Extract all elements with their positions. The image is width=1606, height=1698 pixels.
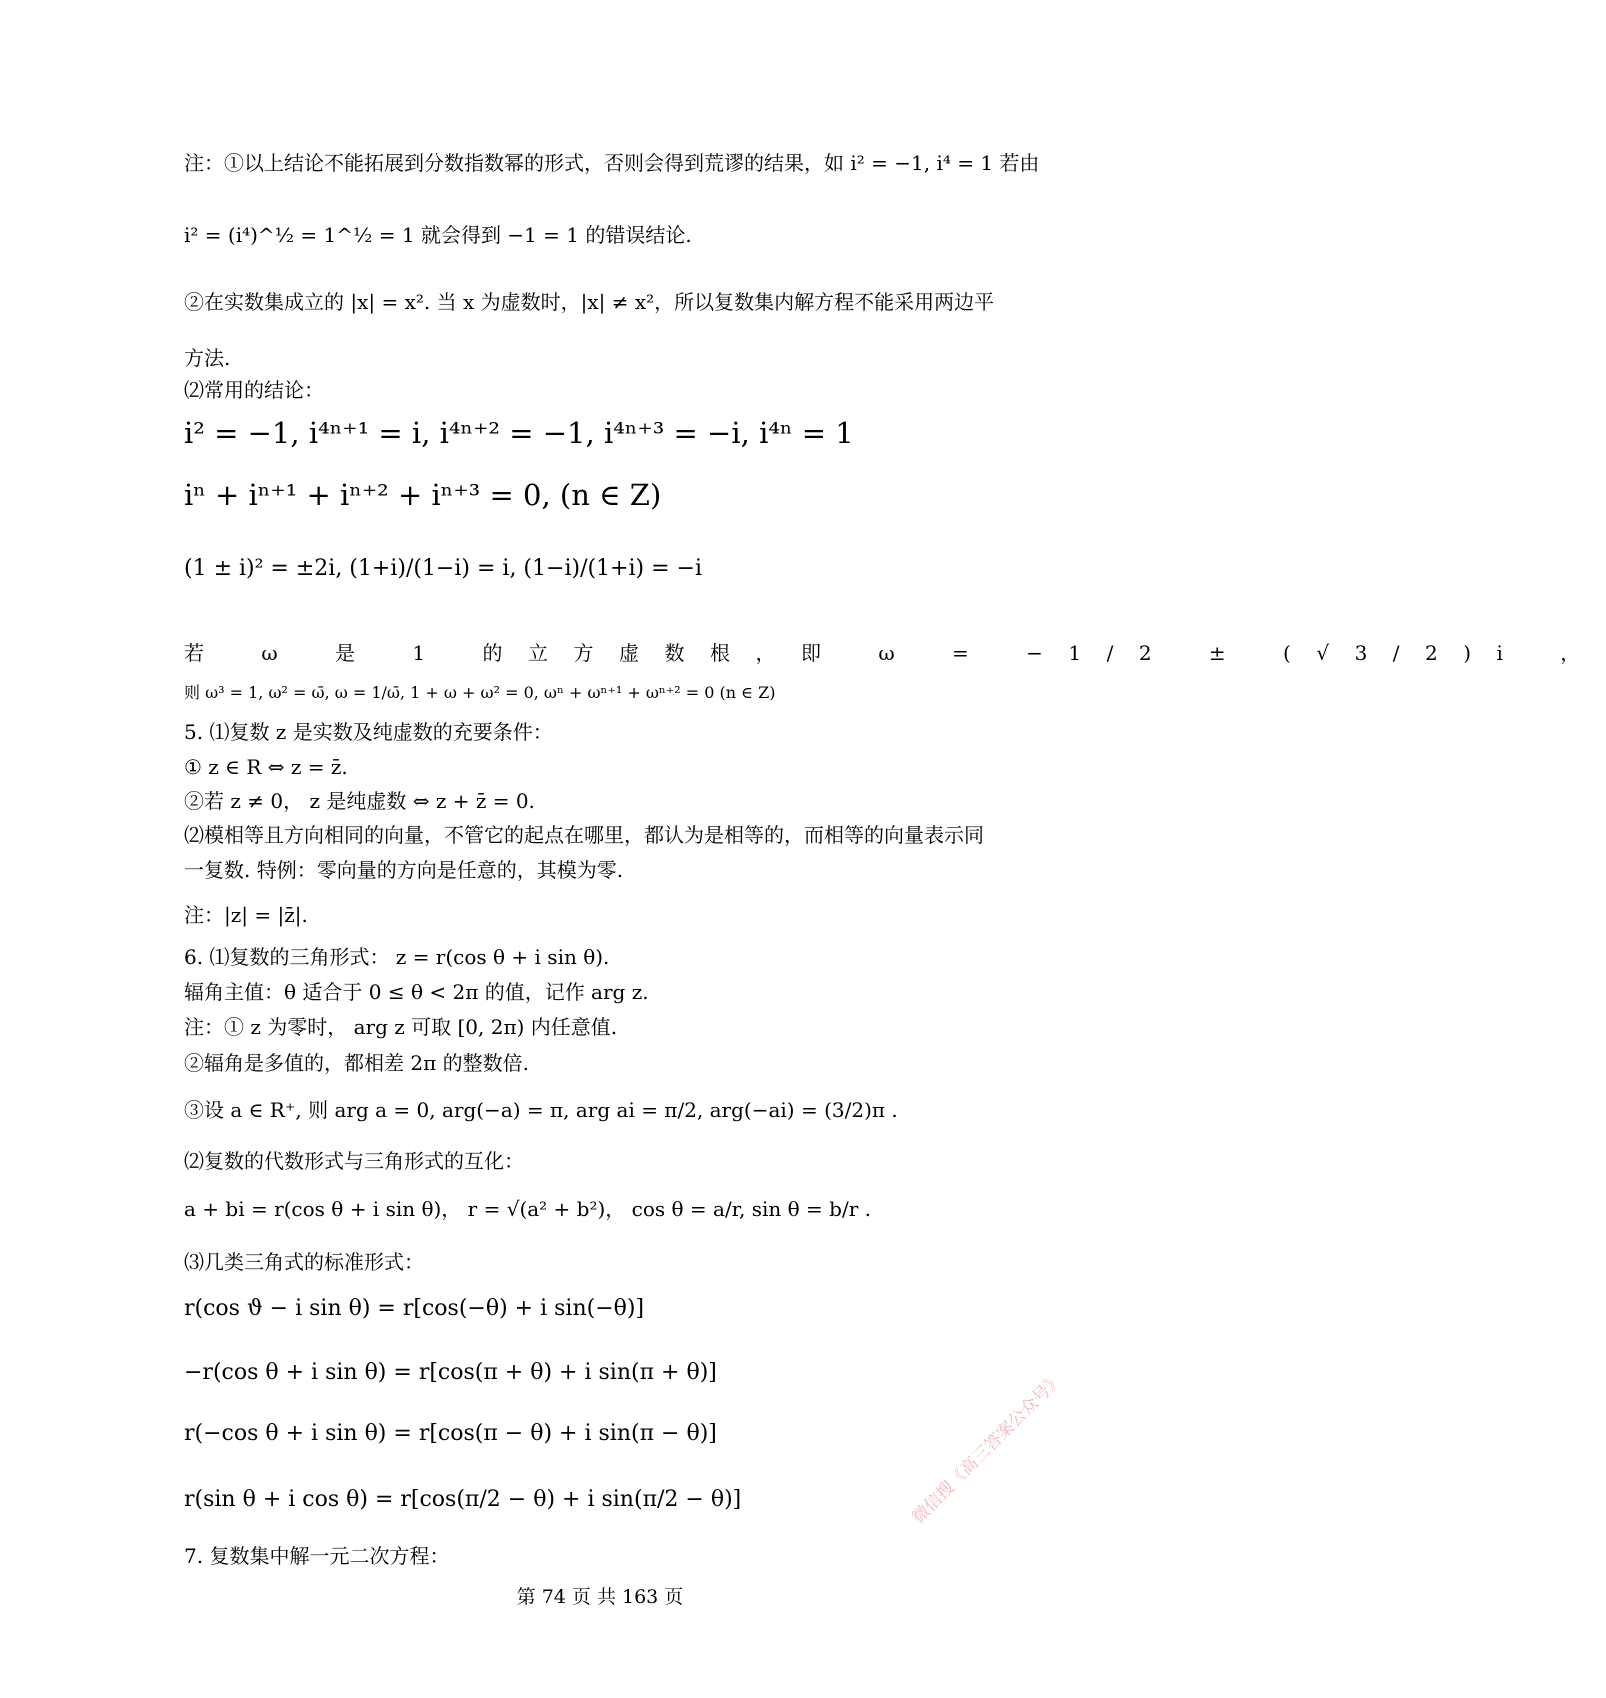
text-line: 注：①以上结论不能拓展到分数指数幂的形式，否则会得到荒谬的结果，如 i² = −1, i⁴ = 1 若由 [184, 151, 1040, 175]
text-line: 则 ω³ = 1, ω² = ω̄, ω = 1/ω̄, 1 + ω + ω² = 0, ωⁿ + ωⁿ⁺¹ + ωⁿ⁺² = 0 (n ∈ Z) [184, 683, 776, 702]
formula-line: i² = −1, i⁴ⁿ⁺¹ = i, i⁴ⁿ⁺² = −1, i⁴ⁿ⁺³ = −i, i⁴ⁿ = 1 [184, 416, 854, 450]
section-heading: 6. ⑴复数的三角形式： z = r(cos θ + i sin θ). [184, 945, 610, 969]
text-line: ⑵常用的结论： [184, 378, 324, 402]
page-footer: 第 74 页 共 163 页 [516, 1586, 684, 1608]
text-line: 一复数. 特例：零向量的方向是任意的，其模为零. [184, 858, 624, 882]
text-line: ②在实数集成立的 |x| = x². 当 x 为虚数时，|x| ≠ x²，所以复数集内解方程不能采用两边平 [184, 290, 995, 314]
formula-line: (1 ± i)² = ±2i, (1+i)/(1−i) = i, (1−i)/(1+i) = −i [184, 556, 702, 581]
text-line: 若 ω 是 1 的立方虚数根，即 ω = −1/2 ± (√3/2)i ， [184, 641, 1606, 665]
text-line: ⑵复数的代数形式与三角形式的互化： [184, 1149, 524, 1173]
text-line: ① z ∈ R ⇔ z = z̄. [184, 755, 348, 779]
text-line: ②若 z ≠ 0， z 是纯虚数 ⇔ z + z̄ = 0. [184, 789, 535, 813]
section-heading: 7. 复数集中解一元二次方程： [184, 1544, 450, 1568]
formula-line: r(−cos θ + i sin θ) = r[cos(π − θ) + i sin(π − θ)] [184, 1421, 717, 1446]
text-line: 方法. [184, 346, 231, 370]
formula-line: r(sin θ + i cos θ) = r[cos(π/2 − θ) + i sin(π/2 − θ)] [184, 1487, 742, 1512]
text-line: 辐角主值：θ 适合于 0 ≤ θ < 2π 的值，记作 arg z. [184, 980, 649, 1004]
section-heading: 5. ⑴复数 z 是实数及纯虚数的充要条件： [184, 720, 553, 744]
text-line: i² = (i⁴)^½ = 1^½ = 1 就会得到 −1 = 1 的错误结论. [184, 223, 692, 247]
formula-line: iⁿ + iⁿ⁺¹ + iⁿ⁺² + iⁿ⁺³ = 0, (n ∈ Z) [184, 478, 662, 512]
text-line: ⑵模相等且方向相同的向量，不管它的起点在哪里，都认为是相等的，而相等的向量表示同 [184, 823, 984, 847]
text-line: a + bi = r(cos θ + i sin θ)， r = √(a² + b²)， cos θ = a/r, sin θ = b/r . [184, 1197, 871, 1221]
formula-line: r(cos ϑ − i sin θ) = r[cos(−θ) + i sin(−θ)] [184, 1296, 645, 1321]
formula-line: −r(cos θ + i sin θ) = r[cos(π + θ) + i sin(π + θ)] [184, 1360, 717, 1385]
watermark: 微信搜《高三答案公众号》 [908, 1369, 1067, 1528]
text-line: ③设 a ∈ R⁺, 则 arg a = 0, arg(−a) = π, arg ai = π/2, arg(−ai) = (3/2)π . [184, 1098, 898, 1122]
text-line: 注：① z 为零时， arg z 可取 [0, 2π) 内任意值. [184, 1015, 618, 1039]
text-line: ②辐角是多值的，都相差 2π 的整数倍. [184, 1051, 529, 1075]
text-line: 注：|z| = |z̄|. [184, 903, 308, 927]
text-line: ⑶几类三角式的标准形式： [184, 1250, 424, 1274]
